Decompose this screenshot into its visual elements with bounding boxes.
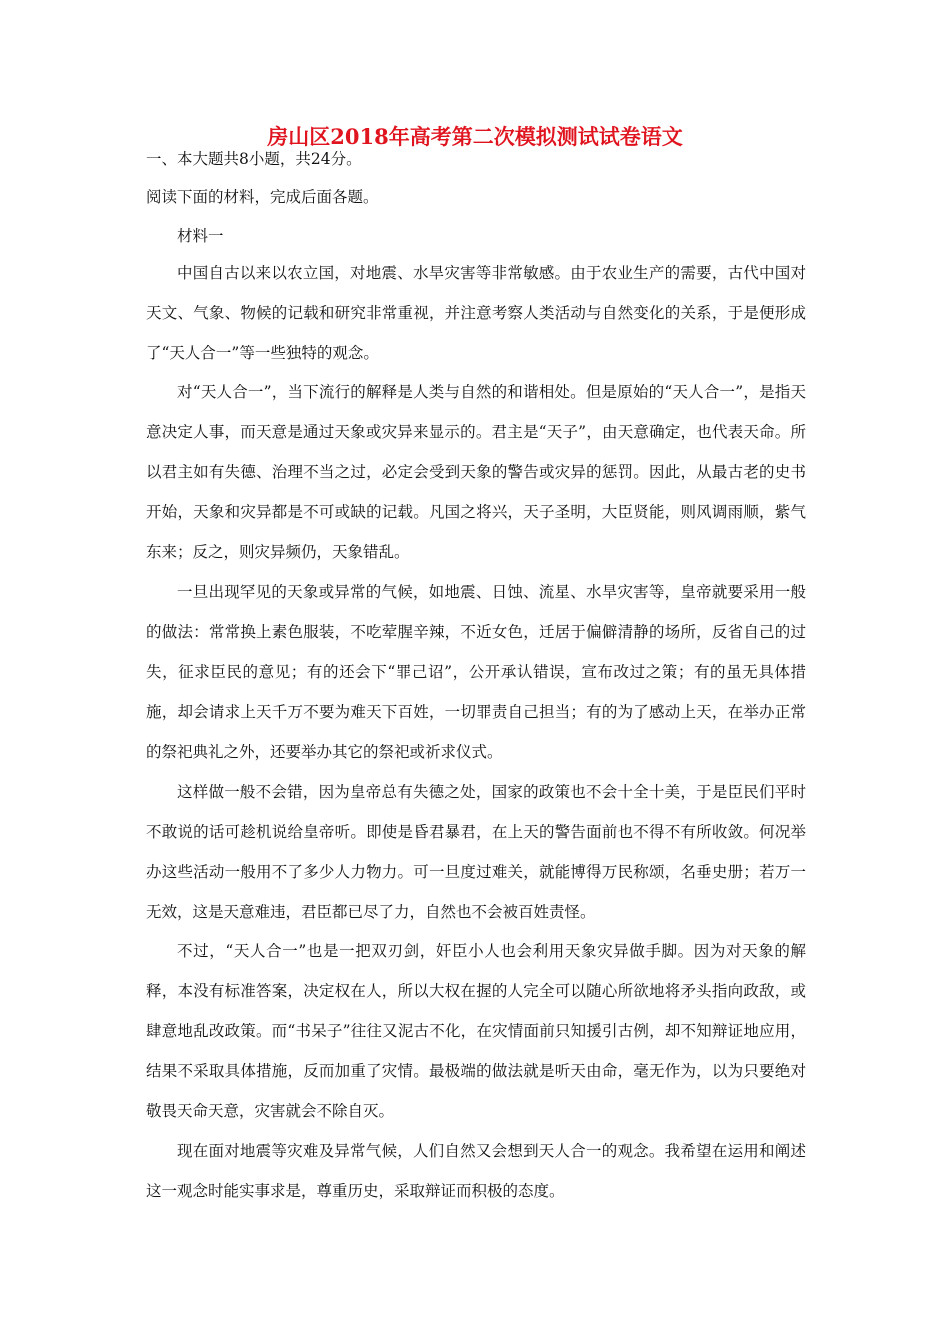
instruction-text: 阅读下面的材料，完成后面各题。 bbox=[146, 188, 379, 206]
document-title: 房山区2018年高考第二次模拟测试试卷语文 bbox=[267, 124, 683, 149]
paragraph-5: 不过，“天人合一”也是一把双刃剑，奸臣小人也会利用天象灾异做手脚。因为对天象的解释，本没有标准答案，决定权在人，所以大权在握的人完全可以随心所欲地将矛头指向政敌，或肆意地乱改政策。而“书呆子”往往又泥古不化，在灾情面前只知援引古例，却不知辩证地应用，结果不采取具体措施，反而加重了灾情。最极端的做法就是听天由命，毫无作为，以为只要绝对敬畏天命天意，灾害就会不除自灭。 bbox=[146, 942, 806, 1120]
paragraph-3: 一旦出现罕见的天象或异常的气候，如地震、日蚀、流星、水旱灾害等，皇帝就要采用一般的做法：常常换上素色服装，不吃荤腥辛辣，不近女色，迁居于偏僻清静的场所，反省自己的过失，征求臣民的意见；有的还会下“罪己诏”，公开承认错误，宣布改过之策；有的虽无具体措施，却会请求上天千万不要为难天下百姓，一切罪责自己担当；有的为了感动上天，在举办正常的祭祀典礼之外，还要举办其它的祭祀或祈求仪式。 bbox=[146, 583, 806, 761]
paragraph-2: 对“天人合一”，当下流行的解释是人类与自然的和谐相处。但是原始的“天人合一”，是指天意决定人事，而天意是通过天象或灾异来显示的。君主是“天子”，由天意确定，也代表天命。所以君主如有失德、治理不当之过，必定会受到天象的警告或灾异的惩罚。因此，从最古老的史书开始，天象和灾异都是不可或缺的记载。凡国之将兴，天子圣明，大臣贤能，则风调雨顺，紫气东来；反之，则灾异频仍，天象错乱。 bbox=[146, 383, 806, 561]
paragraph-6: 现在面对地震等灾难及异常气候，人们自然又会想到天人合一的观念。我希望在运用和阐述这一观念时能实事求是，尊重历史，采取辩证而积极的态度。 bbox=[146, 1142, 806, 1200]
paragraph-4: 这样做一般不会错，因为皇帝总有失德之处，国家的政策也不会十全十美，于是臣民们平时不敢说的话可趁机说给皇帝听。即使是昏君暴君，在上天的警告面前也不得不有所收敛。何况举办这些活动一般用不了多少人力物力。可一旦度过难关，就能博得万民称颂，名垂史册；若万一无效，这是天意难违，君臣都已尽了力，自然也不会被百姓责怪。 bbox=[146, 783, 806, 921]
paragraph-1: 中国自古以来以农立国，对地震、水旱灾害等非常敏感。由于农业生产的需要，古代中国对天文、气象、物候的记载和研究非常重视，并注意考察人类活动与自然变化的关系，于是便形成了“天人合一”等一些独特的观念。 bbox=[146, 264, 806, 362]
section-header: 一、本大题共8小题，共24分。 bbox=[146, 150, 362, 168]
material-label: 材料一 bbox=[177, 227, 224, 245]
